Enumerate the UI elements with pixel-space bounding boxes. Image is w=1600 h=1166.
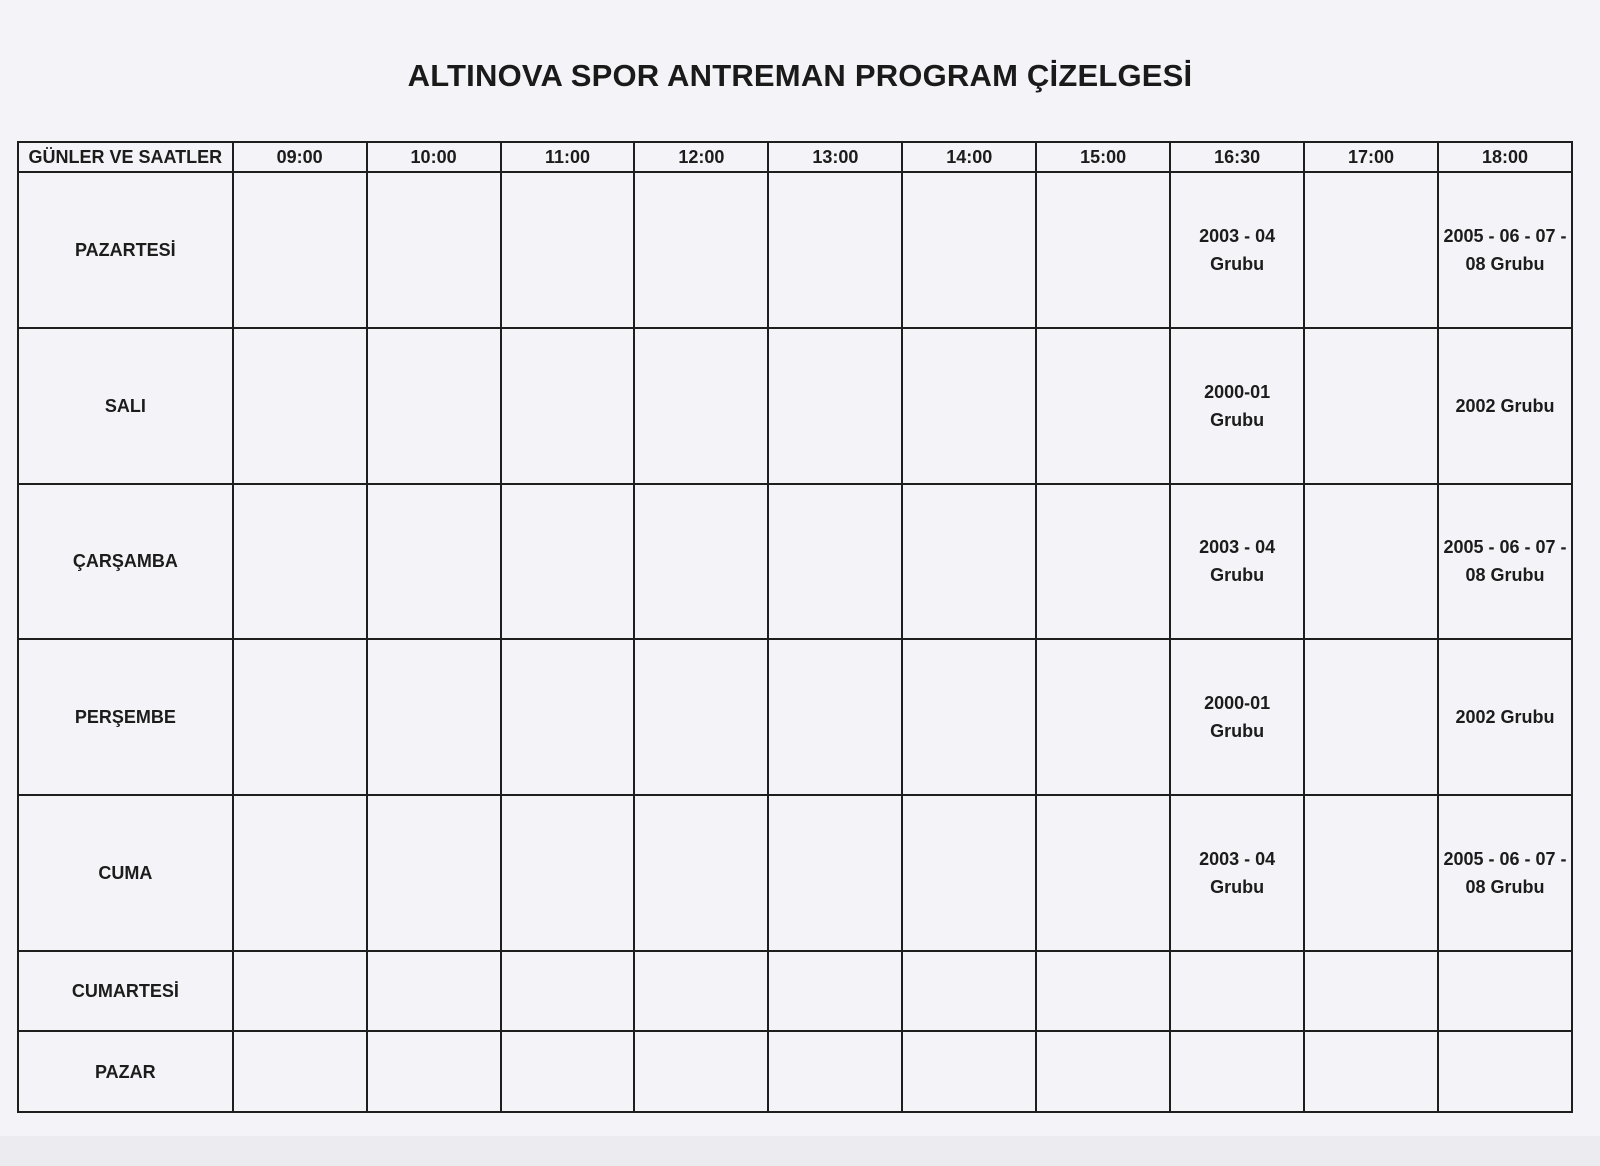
group-label: 2003 - 04 Grubu xyxy=(1199,848,1276,897)
time-header: 11:00 xyxy=(501,142,635,172)
group-label: 2000-01 Grubu xyxy=(1204,381,1271,430)
time-header: 17:00 xyxy=(1304,142,1438,172)
schedule-cell xyxy=(1438,951,1572,1032)
schedule-cell xyxy=(768,795,902,951)
table-row xyxy=(18,639,1572,795)
schedule-cell xyxy=(233,639,367,795)
schedule-cell xyxy=(902,172,1036,328)
schedule-cell xyxy=(634,172,768,328)
schedule-cell xyxy=(1170,172,1304,328)
schedule-cell xyxy=(501,328,635,484)
corner-header: GÜNLER VE SAATLER xyxy=(18,142,233,172)
schedule-cell xyxy=(634,484,768,640)
schedule-cell xyxy=(1304,172,1438,328)
header-row xyxy=(18,142,1572,172)
time-header: 16:30 xyxy=(1170,142,1304,172)
day-label: PAZARTESİ xyxy=(18,172,233,328)
time-header: 15:00 xyxy=(1036,142,1170,172)
schedule-cell xyxy=(233,951,367,1032)
schedule-cell xyxy=(902,639,1036,795)
schedule-cell xyxy=(1036,172,1170,328)
day-label: PAZAR xyxy=(18,1031,233,1112)
table-row xyxy=(18,1031,1572,1112)
schedule-cell xyxy=(1170,328,1304,484)
schedule-cell xyxy=(768,172,902,328)
schedule-cell xyxy=(501,639,635,795)
time-header: 09:00 xyxy=(233,142,367,172)
schedule-cell xyxy=(1036,328,1170,484)
schedule-cell xyxy=(634,328,768,484)
day-label: ÇARŞAMBA xyxy=(18,484,233,640)
table-row xyxy=(18,795,1572,951)
schedule-cell xyxy=(902,795,1036,951)
schedule-cell xyxy=(1304,639,1438,795)
schedule-cell xyxy=(501,484,635,640)
schedule-cell xyxy=(634,795,768,951)
day-label: CUMARTESİ xyxy=(18,951,233,1032)
schedule-cell xyxy=(1438,328,1572,484)
schedule-cell xyxy=(768,639,902,795)
schedule-cell xyxy=(1170,795,1304,951)
group-label: 2000-01 Grubu xyxy=(1204,693,1271,742)
schedule-cell xyxy=(768,328,902,484)
schedule-cell xyxy=(1438,795,1572,951)
time-header: 13:00 xyxy=(768,142,902,172)
day-label: CUMA xyxy=(18,795,233,951)
schedule-cell xyxy=(1304,795,1438,951)
schedule-cell xyxy=(902,484,1036,640)
schedule-cell xyxy=(1036,639,1170,795)
schedule-cell xyxy=(1036,1031,1170,1112)
schedule-cell xyxy=(501,795,635,951)
schedule-cell xyxy=(634,951,768,1032)
schedule-cell xyxy=(1170,951,1304,1032)
schedule-cell xyxy=(1438,484,1572,640)
page-title: ALTINOVA SPOR ANTREMAN PROGRAM ÇİZELGESİ xyxy=(407,58,1193,93)
day-label: SALI xyxy=(18,328,233,484)
time-header: 14:00 xyxy=(902,142,1036,172)
table-row xyxy=(18,328,1572,484)
time-header: 18:00 xyxy=(1438,142,1572,172)
day-label: PERŞEMBE xyxy=(18,639,233,795)
group-label: 2003 - 04 Grubu xyxy=(1199,537,1276,586)
schedule-cell xyxy=(367,328,501,484)
schedule-cell xyxy=(1170,1031,1304,1112)
schedule-cell xyxy=(367,795,501,951)
group-label: 2002 Grubu xyxy=(1455,707,1555,728)
schedule-cell xyxy=(233,328,367,484)
group-label: 2002 Grubu xyxy=(1455,395,1555,416)
schedule-cell xyxy=(634,1031,768,1112)
schedule-cell xyxy=(768,484,902,640)
schedule-cell xyxy=(1036,795,1170,951)
schedule-cell xyxy=(1036,951,1170,1032)
schedule-cell xyxy=(1036,484,1170,640)
group-label: 2003 - 04 Grubu xyxy=(1199,225,1276,274)
schedule-cell xyxy=(233,795,367,951)
table-row xyxy=(18,484,1572,640)
schedule-cell xyxy=(1304,328,1438,484)
schedule-cell xyxy=(902,951,1036,1032)
schedule-cell xyxy=(501,1031,635,1112)
schedule-cell xyxy=(1438,639,1572,795)
schedule-cell xyxy=(233,172,367,328)
schedule-cell xyxy=(902,1031,1036,1112)
schedule-table xyxy=(17,141,1573,1113)
time-header: 10:00 xyxy=(367,142,501,172)
table-row xyxy=(18,172,1572,328)
schedule-cell xyxy=(1170,484,1304,640)
schedule-cell xyxy=(768,1031,902,1112)
time-header: 12:00 xyxy=(634,142,768,172)
schedule-cell xyxy=(902,328,1036,484)
schedule-cell xyxy=(367,639,501,795)
group-label: 2005 - 06 - 07 - 08 Grubu xyxy=(1443,225,1567,274)
schedule-cell xyxy=(501,172,635,328)
table-row xyxy=(18,951,1572,1032)
schedule-cell xyxy=(1304,484,1438,640)
schedule-cell xyxy=(367,1031,501,1112)
schedule-cell xyxy=(1438,1031,1572,1112)
schedule-cell xyxy=(634,639,768,795)
group-label: 2005 - 06 - 07 - 08 Grubu xyxy=(1443,848,1567,897)
schedule-cell xyxy=(367,951,501,1032)
schedule-cell xyxy=(233,1031,367,1112)
schedule-cell xyxy=(367,172,501,328)
schedule-cell xyxy=(768,951,902,1032)
schedule-cell xyxy=(1170,639,1304,795)
group-label: 2005 - 06 - 07 - 08 Grubu xyxy=(1443,537,1567,586)
schedule-cell xyxy=(1304,951,1438,1032)
schedule-cell xyxy=(1304,1031,1438,1112)
schedule-cell xyxy=(1438,172,1572,328)
schedule-cell xyxy=(233,484,367,640)
schedule-cell xyxy=(367,484,501,640)
schedule-cell xyxy=(501,951,635,1032)
